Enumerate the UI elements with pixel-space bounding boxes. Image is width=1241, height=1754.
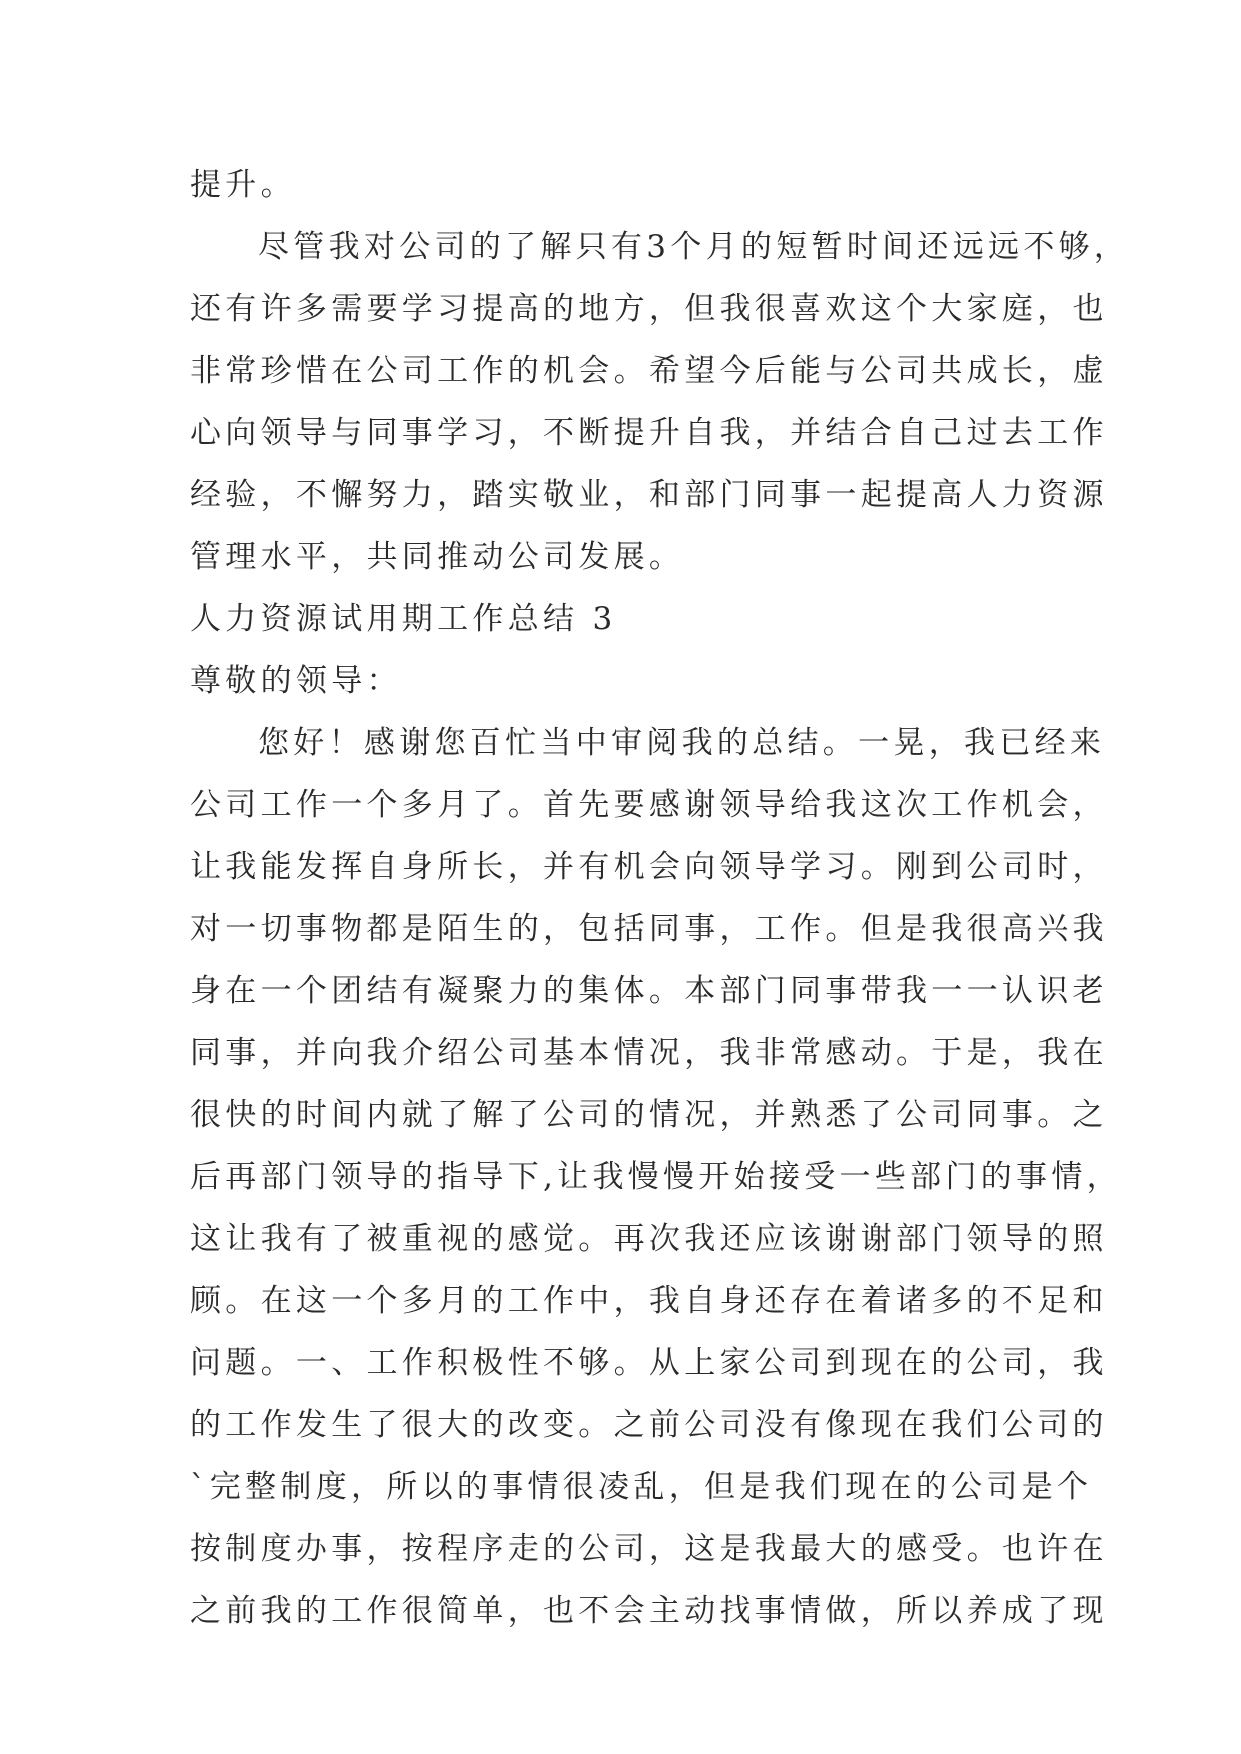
text-line: 心向领导与同事学习，不断提升自我，并结合自己过去工作 bbox=[190, 415, 1108, 451]
paragraph-first-line: 您好！感谢您百忙当中审阅我的总结。一晃，我已经来 bbox=[258, 725, 1106, 761]
text-line: 让我能发挥自身所长，并有机会向领导学习。刚到公司时， bbox=[190, 849, 1108, 885]
text-line: 后再部门领导的指导下,让我慢慢开始接受一些部门的事情， bbox=[190, 1159, 1122, 1195]
text-line: 的工作发生了很大的改变。之前公司没有像现在我们公司的 bbox=[190, 1407, 1108, 1443]
salutation: 尊敬的领导： bbox=[190, 663, 402, 699]
text-line: 对一切事物都是陌生的，包括同事，工作。但是我很高兴我 bbox=[190, 911, 1108, 947]
text-line: 这让我有了被重视的感觉。再次我还应该谢谢部门领导的照 bbox=[190, 1221, 1108, 1257]
text-line: 之前我的工作很简单，也不会主动找事情做，所以养成了现 bbox=[190, 1593, 1108, 1629]
text-line: 顾。在这一个多月的工作中，我自身还存在着诸多的不足和 bbox=[190, 1283, 1108, 1319]
text-line: 同事，并向我介绍公司基本情况，我非常感动。于是，我在 bbox=[190, 1035, 1108, 1071]
section-heading: 人力资源试用期工作总结 3 bbox=[190, 601, 617, 637]
text-line: 经验，不懈努力，踏实敬业，和部门同事一起提高人力资源 bbox=[190, 477, 1108, 513]
text-line: 很快的时间内就了解了公司的情况，并熟悉了公司同事。之 bbox=[190, 1097, 1108, 1133]
text-line: 非常珍惜在公司工作的机会。希望今后能与公司共成长，虚 bbox=[190, 353, 1108, 389]
text-line: 还有许多需要学习提高的地方，但我很喜欢这个大家庭，也 bbox=[190, 291, 1108, 327]
text-line: 身在一个团结有凝聚力的集体。本部门同事带我一一认识老 bbox=[190, 973, 1108, 1009]
text-line: 问题。一、工作积极性不够。从上家公司到现在的公司，我 bbox=[190, 1345, 1108, 1381]
paragraph-first-line: 尽管我对公司的了解只有3个月的短暂时间还远远不够， bbox=[258, 229, 1130, 265]
text-line: 提升。 bbox=[190, 167, 296, 203]
text-line: 管理水平，共同推动公司发展。 bbox=[190, 539, 685, 575]
text-line: `完整制度，所以的事情很凌乱，但是我们现在的公司是个 bbox=[190, 1469, 1093, 1505]
text-line: 公司工作一个多月了。首先要感谢领导给我这次工作机会， bbox=[190, 787, 1108, 823]
text-line: 按制度办事，按程序走的公司，这是我最大的感受。也许在 bbox=[190, 1531, 1108, 1567]
